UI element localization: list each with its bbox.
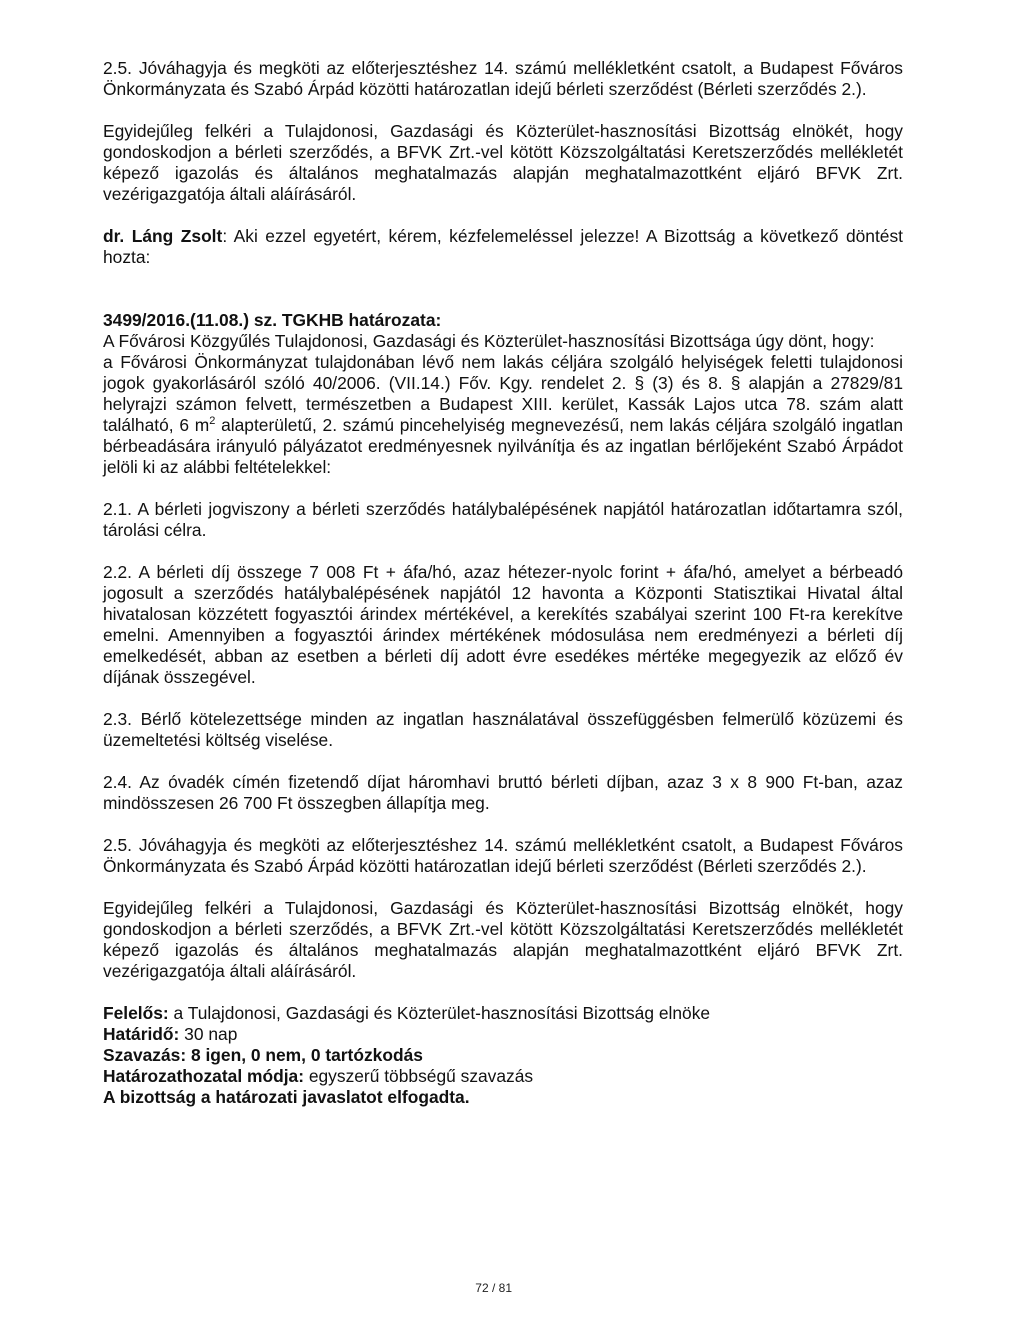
paragraph-request-second: Egyidejűleg felkéri a Tulajdonosi, Gazdasági és Közterület-hasznosítási Bizottság elnökét, hogy gondoskodjon a bérleti szerződés, a BFVK Zrt.-vel kötött Közszolgáltatási Keretszerződés mellékletét képező igazolás és általános meghatalmazás alapján meghatalmazottként eljáró BFVK Zrt. vezérigazgatója általi aláírásáról.: [103, 898, 903, 981]
paragraph-2-5-first: 2.5. Jóváhagyja és megköti az előterjesztéshez 14. számú mellékletként csatolt, a Budapest Főváros Önkormányzata és Szabó Árpád közötti határozatlan idejű bérleti szerződést (Bérleti szerződés 2.).: [103, 58, 903, 99]
deadline-value: 30 nap: [179, 1024, 238, 1044]
responsible-value: a Tulajdonosi, Gazdasági és Közterület-hasznosítási Bizottság elnöke: [168, 1003, 711, 1023]
responsible-line: [103, 1003, 903, 1024]
paragraph-2-2: 2.2. A bérleti díj összege 7 008 Ft + áfa/hó, azaz hétezer-nyolc forint + áfa/hó, amelyet a bérbeadó jogosult a szerződés hatálybalépésének napjától 12 havonta a Központi Statisztikai Hivatal által hivatalosan közzétett fogyasztói árindex mértékével, a kerekítés szabályai szerint 100 Ft-ra kerekítve emelni. Amennyiben a fogyasztói árindex mértékének módosulása nem eredményezi a bérleti díj emelkedését, abban az esetben a bérleti díj adott évre esedékes mértéke megegyezik az előző év díjának összegével.: [103, 562, 903, 687]
page-number: 72 / 81: [475, 1281, 512, 1295]
method-line: [103, 1066, 903, 1087]
speaker-paragraph: [103, 226, 903, 268]
deadline-line: [103, 1024, 903, 1045]
paragraph-2-1: 2.1. A bérleti jogviszony a bérleti szerződés hatálybalépésének napjától határozatlan időtartamra szól, tárolási célra.: [103, 499, 903, 540]
resolution-title-text: 3499/2016.(11.08.) sz. TGKHB határozata:: [103, 310, 442, 330]
paragraph-2-5-second: 2.5. Jóváhagyja és megköti az előterjesztéshez 14. számú mellékletként csatolt, a Budapest Főváros Önkormányzata és Szabó Árpád közötti határozatlan idejű bérleti szerződést (Bérleti szerződés 2.).: [103, 835, 903, 876]
paragraph-2-4: 2.4. Az óvadék címén fizetendő díjat háromhavi bruttó bérleti díjban, azaz 3 x 8 900 Ft-ban, azaz mindösszesen 26 700 Ft összegben állapítja meg.: [103, 772, 903, 813]
speaker-name: dr. Láng Zsolt: [103, 226, 223, 246]
deadline-label: Határidő:: [103, 1024, 180, 1044]
outcome-line: [103, 1087, 903, 1108]
method-label: Határozathozatal módja:: [103, 1066, 304, 1086]
method-value: egyszerű többségű szavazás: [304, 1066, 534, 1086]
resolution-title: [103, 310, 903, 331]
speaker-text: : Aki ezzel egyetért, kérem, kézfelemeléssel jelezze! A Bizottság a következő döntést hozta:: [103, 226, 903, 267]
resolution-body-part1: a Fővárosi Önkormányzat tulajdonában lévő nem lakás céljára szolgáló helyiségek feletti tulajdonosi jogok gyakorlásáról szóló 40/2006. (VII.14.) Főv. Kgy. rendelet 2. § (3) és 8. § alapján a 27829/81 helyrajzi számon felvett, természetben a Budapest XIII. kerület, Kassák Lajos utca 78. szám alatt található, 6 m: [103, 352, 903, 435]
superscript: 2: [209, 415, 216, 428]
outcome-text: A bizottság a határozati javaslatot elfogadta.: [103, 1087, 470, 1107]
responsible-label: Felelős:: [103, 1003, 169, 1023]
vote-line: [103, 1045, 903, 1066]
paragraph-request-first: Egyidejűleg felkéri a Tulajdonosi, Gazdasági és Közterület-hasznosítási Bizottság elnökét, hogy gondoskodjon a bérleti szerződés, a BFVK Zrt.-vel kötött Közszolgáltatási Keretszerződés mellékletét képező igazolás és általános meghatalmazás alapján meghatalmazottként eljáró BFVK Zrt. vezérigazgatója általi aláírásáról.: [103, 121, 903, 204]
resolution-intro: A Fővárosi Közgyűlés Tulajdonosi, Gazdasági és Közterület-hasznosítási Bizottsága úgy dönt, hogy:: [103, 331, 875, 351]
vote-text: Szavazás: 8 igen, 0 nem, 0 tartózkodás: [103, 1045, 423, 1065]
paragraph-2-3: 2.3. Bérlő kötelezettsége minden az ingatlan használatával összefüggésben felmerülő közüzemi és üzemeltetési költség viselése.: [103, 709, 903, 750]
resolution-body-part2: alapterületű, 2. számú pincehelyiség megnevezésű, nem lakás céljára szolgáló ingatlan bérbeadására irányuló pályázatot eredményesnek nyilvánítja és az ingatlan bérlőjeként Szabó Árpádot jelöli ki az alábbi feltételekkel:: [103, 415, 903, 477]
resolution-body: [103, 352, 903, 478]
document-page: [103, 58, 903, 1108]
